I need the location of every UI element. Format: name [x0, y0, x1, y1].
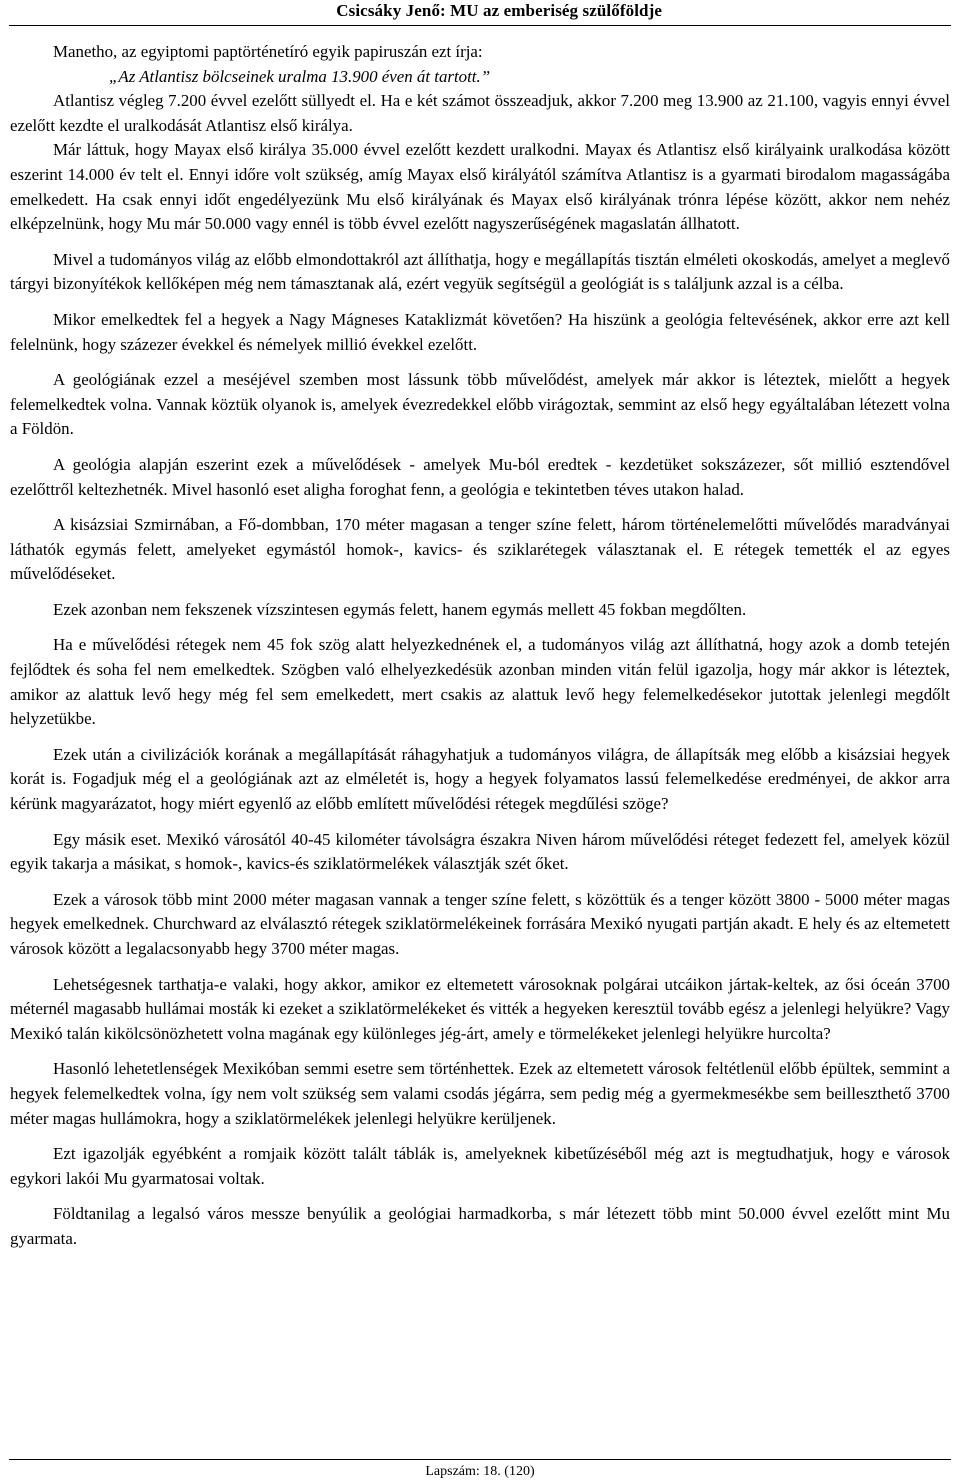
paragraph: A geológia alapján eszerint ezek a művelődések - amelyek Mu-ból eredtek - kezdetüket sokszázezer, sőt millió esztendővel ezelőttről keltezhetnék. Mivel hasonló eset aligha foroghat fenn, a geológia e tekintetben téves utakon halad.: [10, 454, 950, 499]
paragraph: Ezt igazolják egyébként a romjaik között talált táblák is, amelyeknek kibetűzéséből még azt is megtudhatjuk, hogy e városok egykori lakói Mu gyarmatosai voltak.: [10, 1144, 950, 1188]
paragraph: Ezek a városok több mint 2000 méter magasan vannak a tenger színe felett, s közöttük és a tenger között 3800 - 5000 méter magas hegyek emelkednek. Churchward az elválasztó rétegek sziklatörmelékeinek forrására Mexikó nyugati partján akadt. E hely és az eltemetett városok között a legalacsonyabb hegy 3700 méter magas.: [10, 889, 950, 958]
paragraph: Ha e művelődési rétegek nem 45 fok szög alatt helyezkednének el, a tudományos világ azt állíthatná, hogy azok a domb tetején fejlődtek és soha fel nem emelkedtek. Szögben való elhelyezkedésük azonban minden vitán felül igazolja, hogy már akkor is léteztek, amikor az alattuk levő hegy még fel sem emelkedett, mert csakis az alattuk levő hegy felemelkedésekor jutottak jelenlegi megdőlt helyzetükbe.: [10, 635, 950, 729]
paragraph: Mikor emelkedtek fel a hegyek a Nagy Mágneses Kataklizmát követően? Ha hiszünk a geológia feltevésének, akkor erre azt kell felelnünk, hogy százezer évekkel és némelyek millió évekkel ezelőtt.: [10, 309, 950, 354]
quote-line: „Az Atlantisz bölcseinek uralma 13.900 éven át tartott.”: [109, 66, 491, 86]
document-body: [10, 40, 950, 1263]
paragraph-intro: Manetho, az egyiptomi paptörténetíró egyik papiruszán ezt írja:: [53, 42, 483, 61]
paragraph: Hasonló lehetetlenségek Mexikóban semmi esetre sem történhettek. Ezek az eltemetett városok feltétlenül előbb épültek, semmint a hegyek felemelkedtek volna, így nem volt szükség sem valami csodás jégárra, sem pedig még a gyermekmesékbe sem beilleszthető 3700 méter magas hullámokra, hogy a sziklatörmelékek jelenlegi helyükre kerüljenek.: [10, 1059, 950, 1128]
header-rule: [9, 25, 951, 26]
paragraph: Lehetségesnek tarthatja-e valaki, hogy akkor, amikor ez eltemetett városoknak polgárai utcáikon jártak-keltek, az ősi óceán 3700 méternél magasabb hullámai mosták ki ezeket a sziklatörmelékeket és vitték a hegyeken keresztül tovább egész a jelenlegi helyükre? Vagy Mexikó talán kikölcsönözhetett volna magának egy különleges jég-árt, amely e törmelékeket jelenlegi helyükre hurcolta?: [10, 974, 950, 1043]
paragraph: Már láttuk, hogy Mayax első királya 35.000 évvel ezelőtt kezdett uralkodni. Mayax és Atlantisz első királyaink uralkodása között eszerint 14.000 év telt el. Ennyi időre volt szükség, amíg Mayax első királyától számítva Atlantisz is a gyarmati birodalom magasságába emelkedett. Ha csak ennyi időt engedélyezünk Mu első királyának és Mayax első királyának trónra lépése között, akkor nem nehéz elképzelnünk, hogy Mu már 50.000 vagy ennél is több évvel ezelőtt nagyszerűségének magaslatán állhatott.: [10, 140, 950, 234]
footer-rule: [9, 1459, 951, 1460]
page-header: [0, 0, 960, 26]
paragraph: A kisázsiai Szmirnában, a Fő-dombban, 170 méter magasan a tenger színe felett, három történelemelőtti művelődés maradványai láthatók egymás felett, amelyeket egymástól homok-, kavics- és sziklarétegek választanak el. E rétegek temették el az egyes művelődéseket.: [10, 515, 950, 584]
paragraph: Ezek azonban nem fekszenek vízszintesen egymás felett, hanem egymás mellett 45 fokban megdőlten.: [53, 599, 747, 619]
paragraph: Egy másik eset. Mexikó városától 40-45 kilométer távolságra északra Niven három művelődési réteget fedezett fel, amelyek közül egyik takarja a másikat, s homok-, kavics-és sziklatörmelékek választják szét őket.: [10, 829, 950, 874]
paragraph: A geológiának ezzel a meséjével szemben most lássunk több művelődést, amelyek már akkor is léteztek, mielőtt a hegyek felemelkedtek volna. Vannak köztük olyanok is, amelyek évezredekkel előbb virágoztak, semmint az első hegy egyáltalában létezett volna a Földön.: [10, 370, 950, 439]
paragraph: Mivel a tudományos világ az előbb elmondottakról azt állíthatja, hogy e megállapítás tisztán elméleti okoskodás, amelyet a meglevő tárgyi bizonyítékok kellőképen még nem támasztanak alá, ezért vegyük segítségül a geológiát is s találjunk azzal is a célba.: [10, 249, 950, 294]
paragraph: Földtanilag a legalsó város messze benyúlik a geológiai harmadkorba, s már létezett több mint 50.000 évvel ezelőtt mint Mu gyarmata.: [10, 1204, 950, 1248]
page-footer: [0, 1456, 960, 1483]
paragraph: Atlantisz végleg 7.200 évvel ezelőtt süllyedt el. Ha e két számot összeadjuk, akkor 7.200 meg 13.900 az 21.100, vagyis ennyi évvel ezelőtt kezdte el uralkodását Atlantisz első királya.: [10, 91, 950, 135]
paragraph: Ezek után a civilizációk korának a megállapítását ráhagyhatjuk a tudományos világra, de állapítsák meg előbb a kisázsiai hegyek korát is. Fogadjuk még el a geológiának azt az elméletét is, hogy a hegyek folyamatos lassú felemelkedése eredményei, de akkor arra kérünk magyarázatot, hogy miért egyenlő az előbb említett művelődési rétegek megdűlési szöge?: [10, 744, 950, 814]
running-title: Csicsáky Jenő: MU az emberiség szülőföldje: [336, 1, 662, 20]
page-number: Lapszám: 18. (120): [425, 1464, 535, 1479]
